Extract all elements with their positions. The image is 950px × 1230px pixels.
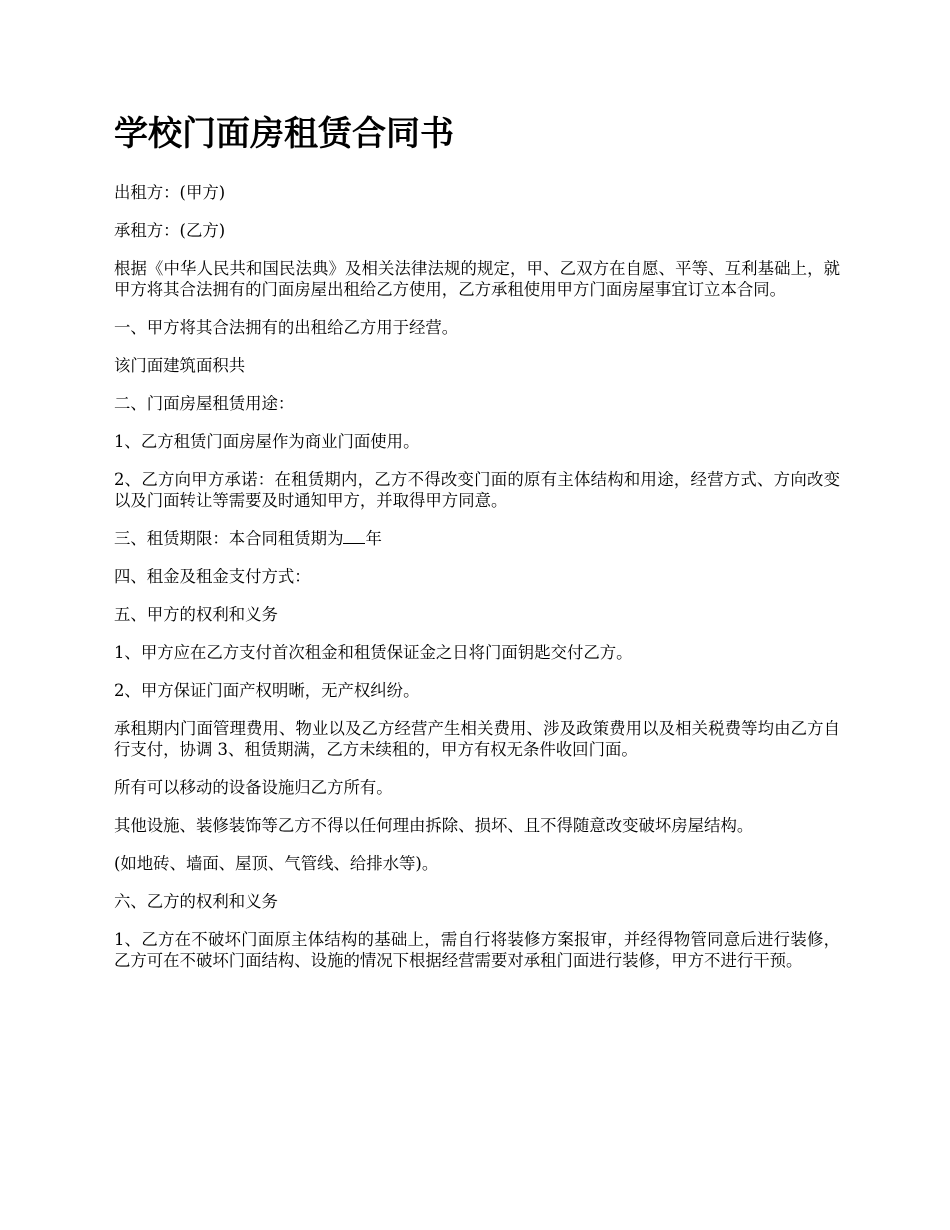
paragraph-area: 该门面建筑面积共 xyxy=(114,356,246,375)
paragraph-section-5-item-2: 2、甲方保证门面产权明晰，无产权纠纷。 xyxy=(114,681,420,700)
paragraph-preamble: 根据《中华人民共和国民法典》及相关法律法规的规定，甲、乙双方在自愿、平等、互利基础上，就甲方将其合法拥有的门面房屋出租给乙方使用，乙方承租使用甲方门面房屋事宜订立本合同。 xyxy=(114,259,840,299)
paragraph-section-2-item-1: 1、乙方租赁门面房屋作为商业门面使用。 xyxy=(114,432,420,451)
paragraph-section-6: 六、乙方的权利和义务 xyxy=(114,892,278,911)
lease-term-prefix: 三、租赁期限：本合同租赁期为 xyxy=(114,529,344,548)
paragraph-section-1: 一、甲方将其合法拥有的出租给乙方用于经营。 xyxy=(114,318,459,337)
paragraph-section-2: 二、门面房屋租赁用途： xyxy=(114,394,295,413)
paragraph-lessee: 承租方：(乙方) xyxy=(114,221,226,240)
lease-term-suffix: 年 xyxy=(365,529,382,548)
paragraph-fees: 承租期内门面管理费用、物业以及乙方经营产生相关费用、涉及政策费用以及相关税费等均由乙方自行支付，协调 3、租赁期满，乙方未续租的，甲方有权无条件收回门面。 xyxy=(114,719,840,759)
paragraph-section-6-item-1: 1、乙方在不破坏门面原主体结构的基础上，需自行将装修方案报审，并经得物管同意后进行装修，乙方可在不破坏门面结构、设施的情况下根据经营需要对承租门面进行装修，甲方不进行干预。 xyxy=(114,930,840,970)
paragraph-section-5-item-1: 1、甲方应在乙方支付首次租金和租赁保证金之日将门面钥匙交付乙方。 xyxy=(114,643,633,662)
paragraph-section-3-lease-term xyxy=(114,528,840,549)
document-title: 学校门面房租赁合同书 xyxy=(114,114,454,154)
paragraph-lessor: 出租方：(甲方) xyxy=(114,183,226,202)
paragraph-movable-equipment: 所有可以移动的设备设施归乙方所有。 xyxy=(114,778,393,797)
paragraph-facility-examples: (如地砖、墙面、屋顶、气管线、给排水等)。 xyxy=(114,854,439,873)
paragraph-other-facilities: 其他设施、装修装饰等乙方不得以任何理由拆除、损坏、且不得随意改变破坏房屋结构。 xyxy=(114,816,754,835)
paragraph-section-4: 四、租金及租金支付方式： xyxy=(114,567,311,586)
lease-term-blank xyxy=(343,529,365,544)
document-page xyxy=(114,108,840,988)
paragraph-section-2-item-2: 2、乙方向甲方承诺：在租赁期内，乙方不得改变门面的原有主体结构和用途，经营方式、方向改变以及门面转让等需要及时通知甲方，并取得甲方同意。 xyxy=(114,470,840,510)
paragraph-section-5: 五、甲方的权利和义务 xyxy=(114,605,278,624)
